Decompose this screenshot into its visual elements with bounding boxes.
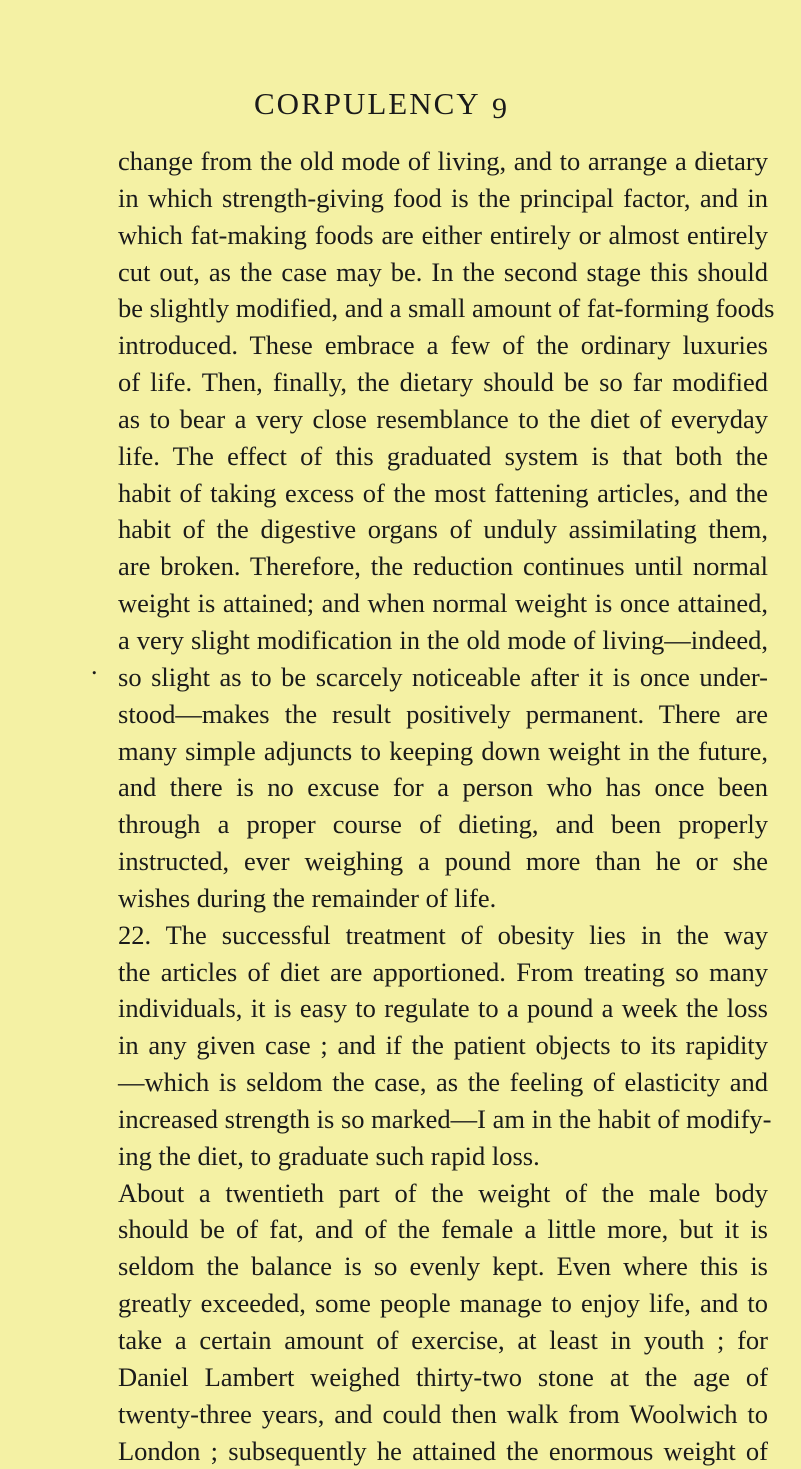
text-line: take a certain amount of exercise, at least in youth ; for — [118, 1325, 768, 1355]
text-line: habit of the digestive organs of unduly assimilating them, — [118, 514, 768, 545]
text-line: 22. The successful treatment of obesity lies in the way — [118, 919, 768, 950]
body-text — [118, 143, 775, 1469]
text-line: the articles of diet are apportioned. From treating so many — [118, 956, 768, 987]
text-line: through a proper course of dieting, and been properly — [118, 809, 768, 840]
text-line: About a twentieth part of the weight of the male body — [118, 1177, 768, 1208]
text-line: Daniel Lambert weighed thirty-two stone at the age of — [118, 1361, 768, 1392]
running-title: CORPULENCY — [254, 86, 481, 121]
margin-mark: . — [91, 651, 98, 680]
text-line: cut out, as the case may be. In the second stage this should — [118, 256, 768, 287]
page-number: 9 — [492, 92, 507, 125]
text-line: should be of fat, and of the female a little more, but it is — [118, 1214, 768, 1245]
text-line: individuals, it is easy to regulate to a pound a week the loss — [118, 993, 768, 1024]
text-line: be slightly modified, and a small amount of fat-forming foods — [118, 293, 775, 324]
text-line: twenty-three years, and could then walk from Woolwich to — [118, 1398, 768, 1429]
text-line: in which strength-giving food is the principal factor, and in — [118, 182, 768, 213]
text-line: of life. Then, finally, the dietary should be so far modified — [118, 367, 768, 398]
text-line: many simple adjuncts to keeping down weight in the future, — [118, 735, 768, 766]
text-line: and there is no excuse for a person who has once been — [118, 772, 768, 803]
text-line: which fat-making foods are either entirely or almost entirely — [118, 219, 768, 250]
text-line: life. The effect of this graduated system is that both the — [118, 440, 768, 471]
text-line: are broken. Therefore, the reduction continues until normal — [118, 551, 768, 582]
text-line: wishes during the remainder of life. — [118, 882, 497, 913]
text-line: —which is seldom the case, as the feeling of elasticity and — [118, 1067, 768, 1098]
text-line: weight is attained; and when normal weight is once attained, — [118, 588, 768, 619]
text-line: so slight as to be scarcely noticeable after it is once under- — [118, 661, 768, 692]
text-line: habit of taking excess of the most fattening articles, and the — [118, 477, 768, 508]
text-line: introduced. These embrace a few of the ordinary luxuries — [118, 330, 768, 361]
text-line: in any given case ; and if the patient objects to its rapidity — [118, 1030, 768, 1061]
running-head — [0, 84, 801, 124]
text-line: London ; subsequently he attained the enormous weight of — [118, 1435, 768, 1466]
text-line: as to bear a very close resemblance to the diet of everyday — [118, 403, 768, 434]
text-line: stood—makes the result positively permanent. There are — [118, 698, 768, 729]
text-line: greatly exceeded, some people manage to enjoy life, and to — [118, 1288, 768, 1319]
text-line: ing the diet, to graduate such rapid loss. — [118, 1140, 540, 1171]
text-line: change from the old mode of living, and to arrange a dietary — [118, 146, 768, 176]
text-line: instructed, ever weighing a pound more than he or she — [118, 846, 768, 877]
text-line: increased strength is so marked—I am in the habit of modify- — [118, 1103, 772, 1134]
text-line: a very slight modification in the old mode of living—indeed, — [118, 624, 768, 655]
text-line: seldom the balance is so evenly kept. Even where this is — [118, 1251, 768, 1282]
